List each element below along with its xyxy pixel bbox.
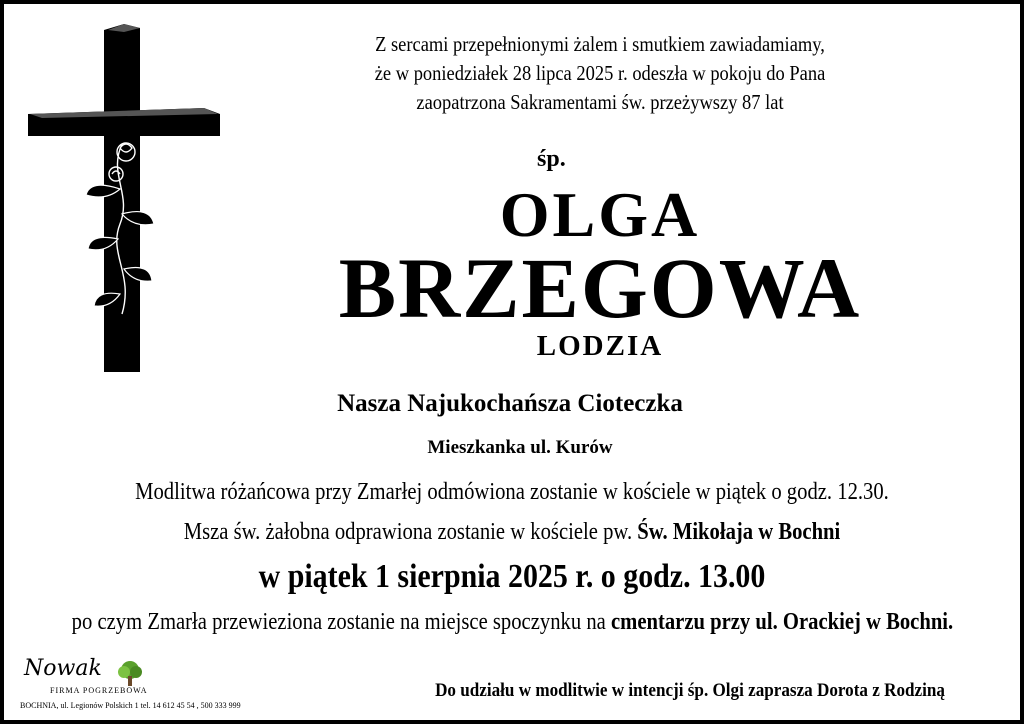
intro-line-2: że w poniedziałek 28 lipca 2025 r. odeszła w pokoju do Pana: [374, 61, 826, 85]
tree-logo-icon: [116, 660, 144, 686]
sp-label: śp.: [537, 146, 566, 172]
mass-church: Św. Mikołaja w Bochni: [637, 519, 841, 545]
rosary-text: Modlitwa różańcowa przy Zmarłej odmówiona zostanie w kościele w piątek o godz. 12.30.: [135, 479, 889, 505]
cross-with-rose-icon: [28, 24, 220, 374]
nickname: LODZIA: [536, 330, 664, 362]
burial-place: cmentarzu przy ul. Orackiej w Bochni.: [610, 609, 954, 635]
intro-line-3: zaopatrzona Sakramentami św. przeżywszy 87 lat: [416, 90, 784, 114]
logo-firm: FIRMA POGRZEBOWA: [50, 686, 148, 695]
relation-text: Nasza Najukochańsza Cioteczka: [337, 390, 683, 417]
mass-prefix: Msza św. żałobna odprawiona zostanie w kościele pw.: [183, 519, 638, 545]
first-name: OLGA: [499, 179, 701, 250]
invitation-text: Do udziału w modlitwie w intencji śp. Olgi zaprasza Dorota z Rodziną: [435, 680, 945, 701]
logo-address: BOCHNIA, ul. Legionów Polskich 1 tel. 14 612 45 54 , 500 333 999: [20, 701, 241, 710]
mass-text: [72, 519, 953, 546]
intro-line-1: Z sercami przepełnionymi żalem i smutkiem zawiadamiamy,: [375, 32, 825, 56]
funeral-date: w piątek 1 sierpnia 2025 r. o godz. 13.00: [258, 558, 766, 595]
last-name: BRZEGOWA: [338, 240, 862, 336]
funeral-home-logo: [20, 656, 360, 716]
burial-prefix: po czym Zmarła przewieziona zostanie na miejsce spoczynku na: [71, 609, 611, 635]
residence-text: Mieszkanka ul. Kurów: [427, 437, 613, 458]
logo-name: Nowak: [24, 656, 102, 681]
burial-text: [72, 609, 953, 636]
